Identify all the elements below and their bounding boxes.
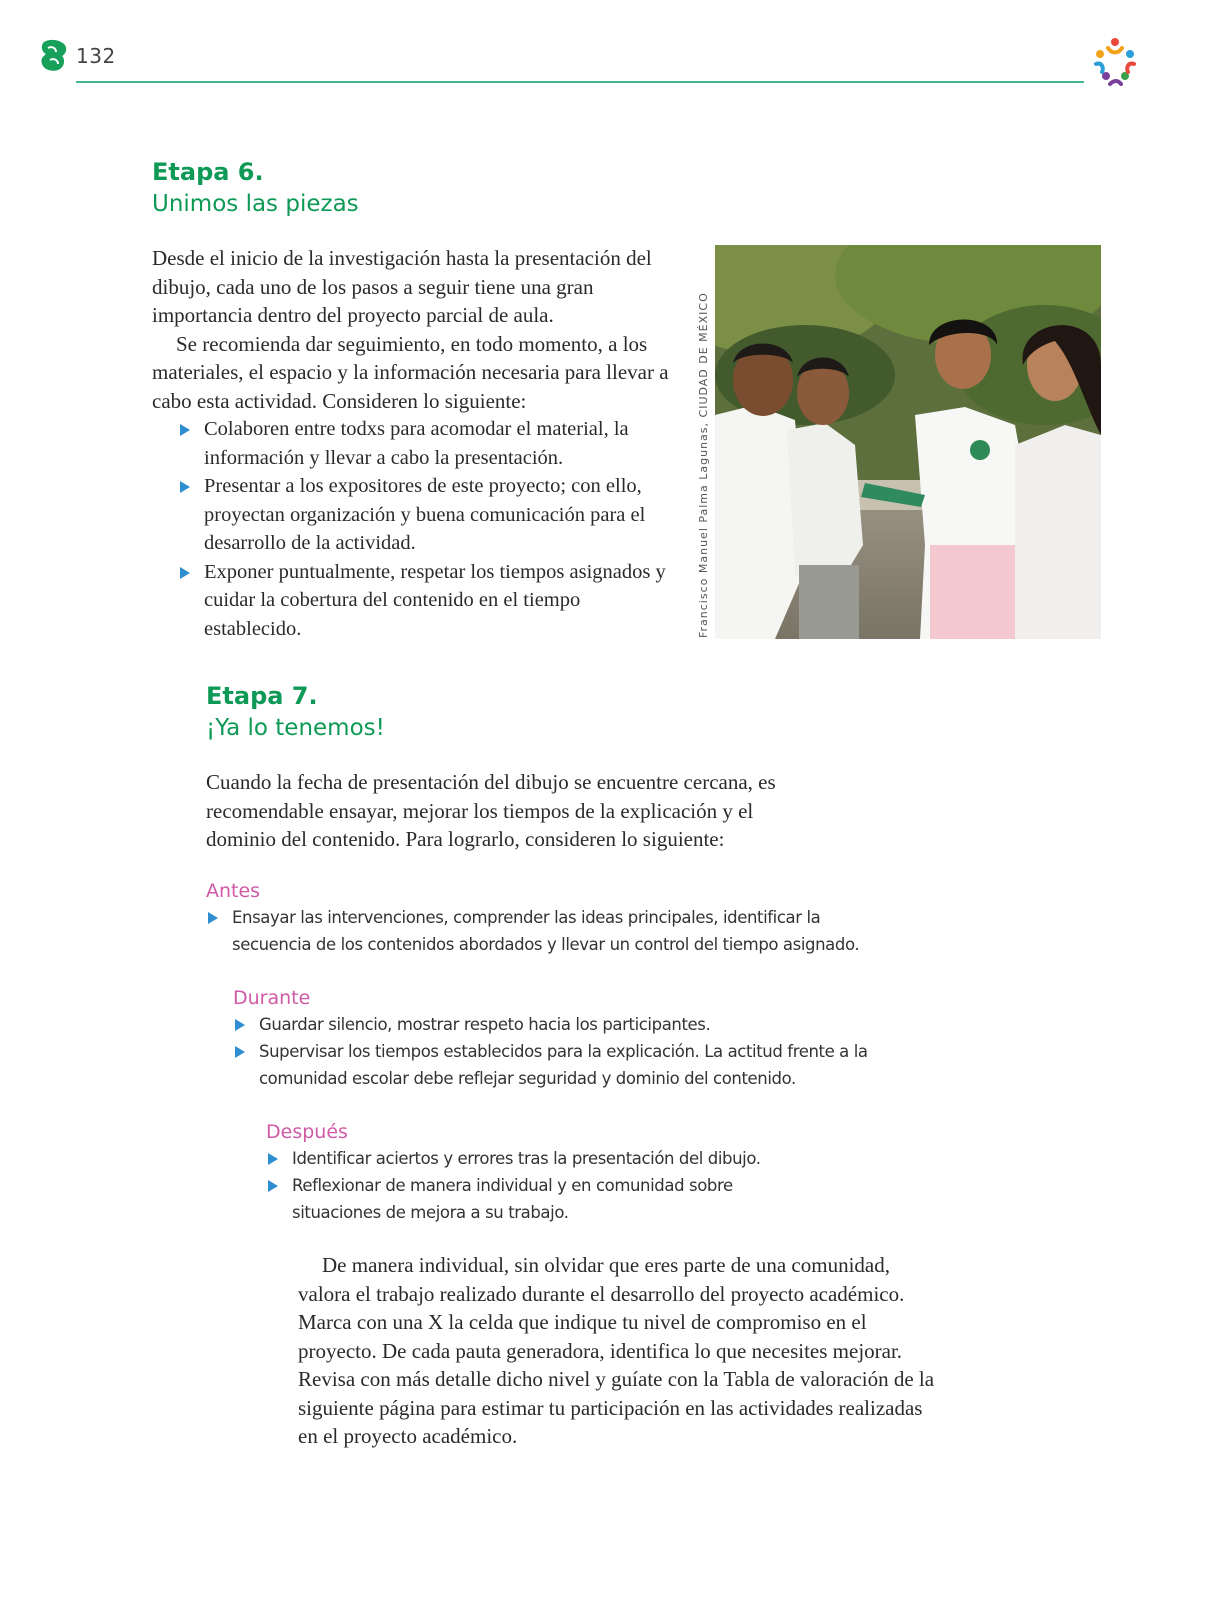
list-item: Colaboren entre todxs para acomodar el material, la información y llevar a cabo la presentación. — [178, 415, 672, 472]
page-number: 132 — [76, 44, 116, 68]
students-photo — [715, 245, 1101, 639]
list-item: Identificar aciertos y errores tras la presentación del dibujo. — [266, 1145, 826, 1172]
etapa6-heading — [152, 156, 359, 220]
list-item: Exponer puntualmente, respetar los tiempos asignados y cuidar la cobertura del contenido en el tiempo establecido. — [178, 558, 672, 644]
antes-list — [206, 904, 866, 958]
list-item: Guardar silencio, mostrar respeto hacia los participantes. — [233, 1011, 873, 1038]
phase-label-antes: Antes — [206, 880, 261, 902]
bullet-arrow-icon — [180, 481, 190, 493]
etapa6-subtitle: Unimos las piezas — [152, 191, 359, 217]
bullet-arrow-icon — [235, 1019, 245, 1031]
bullet-arrow-icon — [208, 912, 218, 924]
bullet-arrow-icon — [180, 567, 190, 579]
list-item: Reflexionar de manera individual y en comunidad sobre situaciones de mejora a su trabajo. — [266, 1172, 826, 1226]
community-icon — [1088, 34, 1142, 88]
etapa6-bullet-list — [178, 415, 672, 643]
durante-list — [233, 1011, 873, 1092]
despues-list — [266, 1145, 826, 1226]
photo-credit: Francisco Manuel Palma Lagunas, CIUDAD DE MÉXICO — [697, 292, 710, 638]
bullet-arrow-icon — [268, 1153, 278, 1165]
list-item: Ensayar las intervenciones, comprender las ideas principales, identificar la secuencia de los contenidos abordados y llevar un control del tiempo asignado. — [206, 904, 866, 958]
closing-paragraph: De manera individual, sin olvidar que eres parte de una comunidad, valora el trabajo realizado durante el desarrollo del proyecto académico. Marca con una X la celda que indique tu nivel de compromiso en el proyecto. De cada pauta generadora, identifica lo que necesites mejorar. Revisa con más detalle dicho nivel y guíate con la Tabla de valoración de la siguiente página para estimar tu participación en las actividades realizadas en el proyecto académico. — [298, 1253, 935, 1448]
phase-label-durante: Durante — [233, 987, 311, 1009]
phase-antes — [206, 878, 866, 958]
bullet-arrow-icon — [268, 1180, 278, 1192]
list-item: Presentar a los expositores de este proyecto; con ello, proyectan organización y buena comunicación para el desarrollo de la actividad. — [178, 472, 672, 558]
book-logo-icon — [38, 38, 70, 74]
phase-durante — [233, 985, 873, 1092]
bullet-arrow-icon — [180, 424, 190, 436]
etapa6-paragraph-1: Desde el inicio de la investigación hasta la presentación del dibujo, cada uno de los pasos a seguir tiene una gran importancia dentro del proyecto parcial de aula. — [152, 246, 652, 327]
etapa7-intro: Cuando la fecha de presentación del dibujo se encuentre cercana, es recomendable ensayar, mejorar los tiempos de la explicación y el dominio del contenido. Para lograrlo, consideren lo siguiente: — [206, 770, 776, 851]
phase-label-despues: Después — [266, 1121, 348, 1143]
phase-despues — [266, 1119, 826, 1226]
bullet-arrow-icon — [235, 1046, 245, 1058]
list-item: Supervisar los tiempos establecidos para la explicación. La actitud frente a la comunidad escolar debe reflejar seguridad y dominio del contenido. — [233, 1038, 873, 1092]
etapa6-paragraph-2: Se recomienda dar seguimiento, en todo momento, a los materiales, el espacio y la información necesaria para llevar a cabo esta actividad. Consideren lo siguiente: — [152, 331, 669, 413]
header-rule — [76, 81, 1084, 83]
etapa6-body — [152, 244, 672, 643]
etapa7-heading — [206, 680, 385, 744]
etapa6-title: Etapa 6. — [152, 158, 264, 186]
etapa7-subtitle: ¡Ya lo tenemos! — [206, 715, 385, 741]
etapa7-title: Etapa 7. — [206, 682, 318, 710]
